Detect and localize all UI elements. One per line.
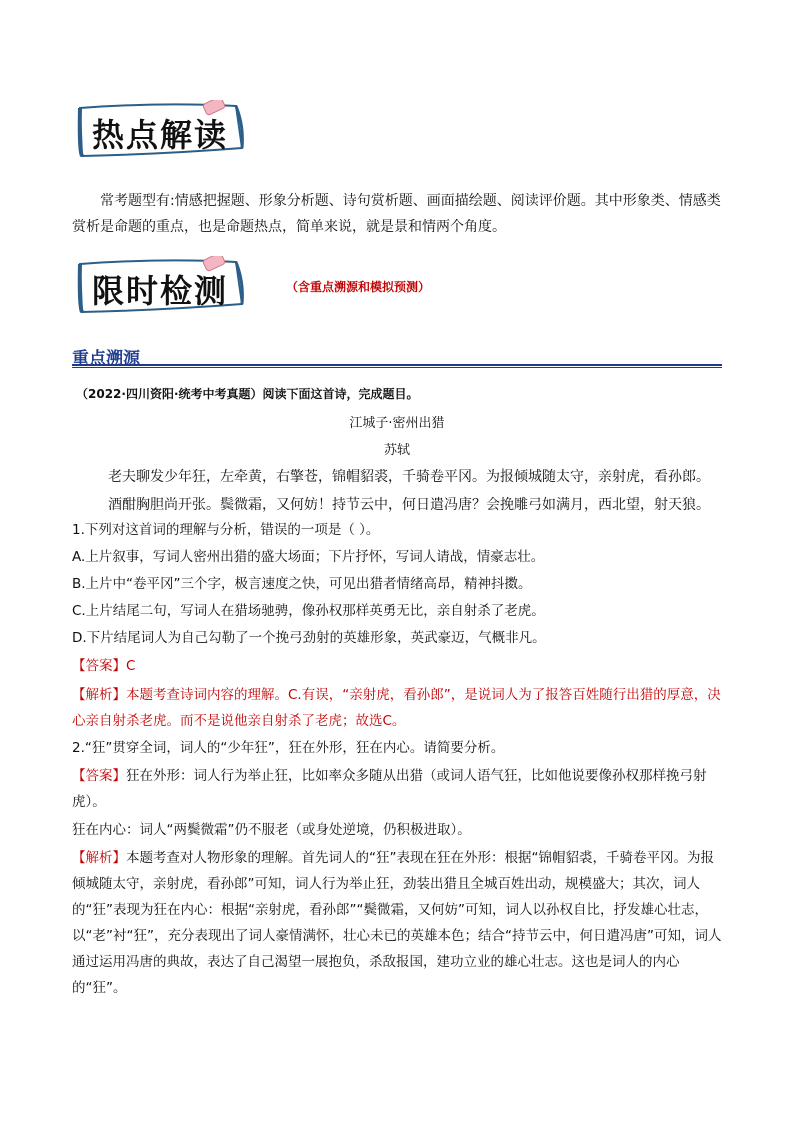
q1-analysis bbox=[72, 682, 724, 734]
analysis-tag: 【解析】 bbox=[72, 850, 126, 866]
poem-line: 老夫聊发少年狂，左牵黄，右擎苍，锦帽貂裘，千骑卷平冈。为报倾城随太守，亲射虎，看孙郎。 bbox=[108, 469, 710, 485]
poem-title: 江城子·密州出猎 bbox=[349, 416, 445, 431]
limit-test-badge bbox=[76, 256, 246, 312]
intro-paragraph: 常考题型有:情感把握题、形象分析题、诗句赏析题、画面描绘题、阅读评价题。其中形象类、情感类赏析是命题的重点，也是命题热点，简单来说，就是景和情两个角度。 bbox=[72, 193, 721, 235]
q1-option-d: D.下片结尾词人为自己勾勒了一个挽弓劲射的英雄形象，英武豪迈，气概非凡。 bbox=[72, 630, 546, 646]
q1-option-c: C.上片结尾二句，写词人在猎场驰骋，像孙权那样英勇无比，亲自射杀了老虎。 bbox=[72, 603, 545, 619]
analysis-text: 本题考查对人物形象的理解。首先词人的“狂”表现在狂在外形：根据“锦帽貂裘，千骑卷平冈。为报倾城随太守，亲射虎，看孙郎”可知，词人行为举止狂，劲装出猎且全城百姓出动，规模盛大；其次，词人的“狂”表现为狂在内心：根据“亲射虎，看孙郎”“鬓微霜，又何妨”可知，词人以孙权自比，抒发雄心壮志，以“老”衬“狂”，充分表现出了词人豪情满怀，壮心未已的英雄本色；结合“持节云中，何日遣冯唐”可知，词人通过运用冯唐的典故，表达了自己渴望一展抱负，杀敌报国，建功立业的雄心壮志。这也是词人的内心的“狂”。 bbox=[72, 850, 722, 996]
question-source: （2022·四川资阳·统考中考真题）阅读下面这首诗，完成题目。 bbox=[76, 387, 419, 401]
limit-test-note: （含重点溯源和模拟预测） bbox=[286, 280, 431, 294]
hot-reading-badge bbox=[76, 100, 246, 156]
section-title: 重点溯源 bbox=[72, 349, 140, 369]
section-divider bbox=[72, 364, 722, 366]
limit-test-title: 限时检测 bbox=[92, 272, 229, 310]
analysis-tag: 【解析】 bbox=[72, 687, 126, 703]
q2-stem: 2.“狂”贯穿全词，词人的“少年狂”，狂在外形，狂在内心。请简要分析。 bbox=[72, 740, 505, 756]
section-divider-thin bbox=[72, 367, 722, 368]
q1-stem: 1.下列对这首词的理解与分析，错误的一项是（ ）。 bbox=[72, 522, 380, 538]
poem-line: 酒酣胸胆尚开张。鬓微霜，又何妨！持节云中，何日遣冯唐？会挽雕弓如满月，西北望，射天狼。 bbox=[108, 497, 710, 513]
q2-analysis bbox=[72, 845, 724, 1001]
q1-option-b: B.上片中“卷平冈”三个字，极言速度之快，可见出猎者情绪高昂，精神抖擞。 bbox=[72, 576, 532, 592]
poem-author: 苏轼 bbox=[383, 443, 410, 458]
analysis-text: 本题考查诗词内容的理解。C.有误，“亲射虎，看孙郎”，是说词人为了报答百姓随行出猎的厚意，决心亲自射杀老虎。而不是说他亲自射杀了老虎；故选C。 bbox=[72, 687, 721, 729]
answer-tag: 【答案】 bbox=[72, 658, 126, 674]
answer-value: 狂在外形：词人行为举止狂，比如率众多随从出猎（或词人语气狂，比如他说要像孙权那样挽弓射虎）。 bbox=[72, 768, 707, 810]
answer-value: C bbox=[126, 658, 136, 674]
hot-reading-title: 热点解读 bbox=[92, 116, 229, 154]
answer-tag: 【答案】 bbox=[72, 768, 126, 784]
q1-option-a: A.上片叙事，写词人密州出猎的盛大场面；下片抒怀，写词人请战，情豪志壮。 bbox=[72, 549, 545, 565]
q2-answer-2: 狂在内心：词人“两鬓微霜”仍不服老（或身处逆境，仍积极进取）。 bbox=[72, 822, 471, 838]
q2-answer bbox=[72, 763, 724, 815]
q1-answer bbox=[72, 654, 724, 679]
